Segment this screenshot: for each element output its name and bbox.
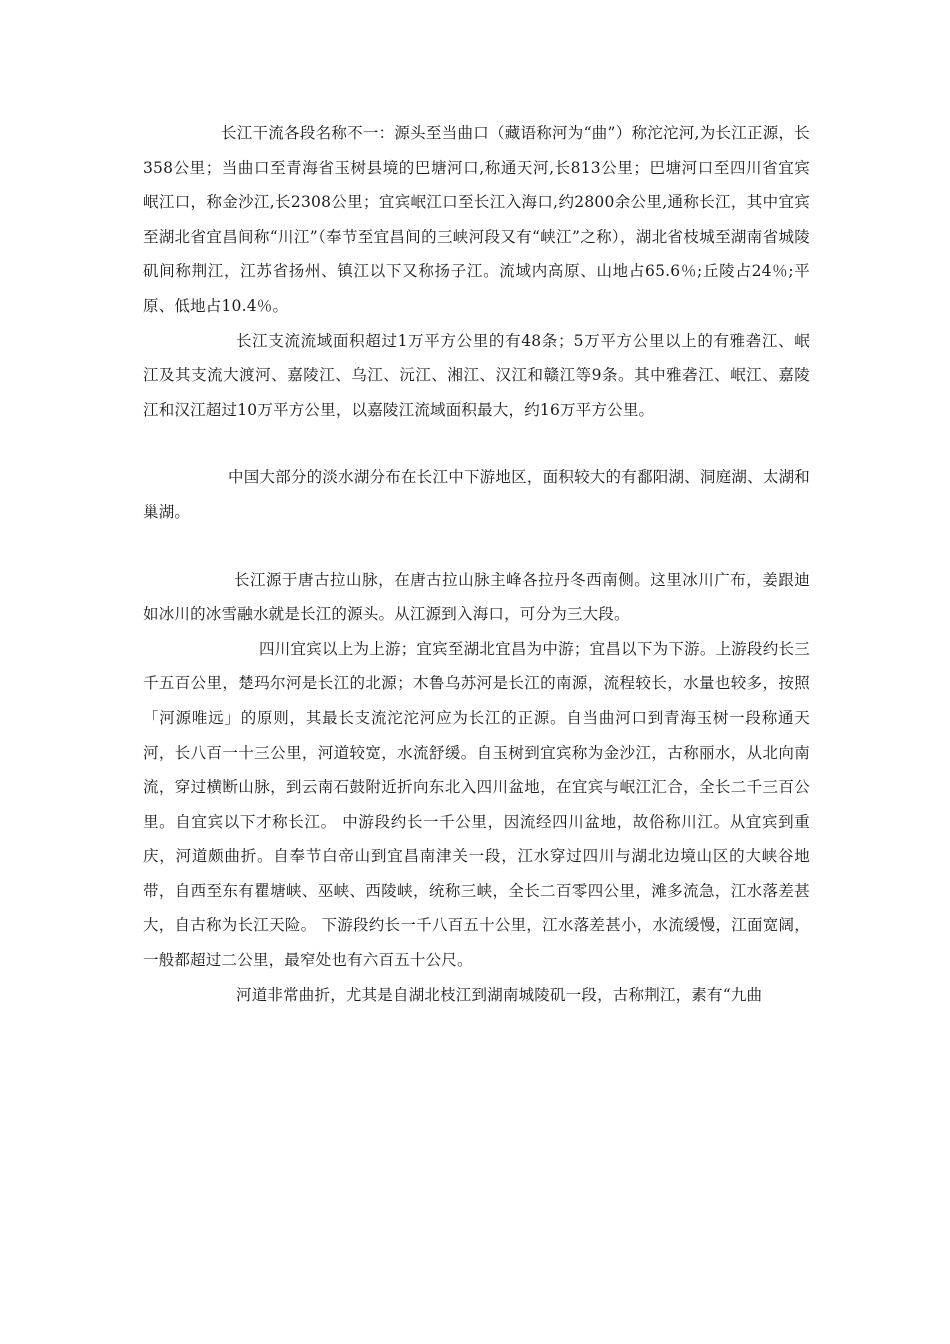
paragraph-main-stream-names: 长江干流各段名称不一：源头至当曲口（藏语称河为“曲”）称沱沱河,为长江正源，长358公里；当曲口至青海省玉树县境的巴塘河口,称通天河,长813公里；巴塘河口至四川省宜宾岷江口，称金沙江,长2308公里；宜宾岷江口至长江入海口,约2800余公里,通称长江，其中宜宾至湖北省宜昌间称“川江”（奉节至宜昌间的三峡河段又有“峡江”之称），湖北省枝城至湖南省城陵矶间称荆江，江苏省扬州、镇江以下又称扬子江。流域内高原、山地占65.6％;丘陵占24％;平原、低地占10.4％。 <box>143 124 810 315</box>
paragraph-tributaries: 长江支流流域面积超过1万平方公里的有48条；5万平方公里以上的有雅砻江、岷江及其支流大渡河、嘉陵江、乌江、沅江、湘江、汉江和赣江等9条。其中雅砻江、岷江、嘉陵江和汉江超过10万平方公里，以嘉陵江流域面积最大，约16万平方公里。 <box>143 331 810 419</box>
paragraph-river-course: 河道非常曲折，尤其是自湖北枝江到湖南城陵矶一段，古称荆江，素有“九曲 <box>236 985 763 1004</box>
paragraph-lakes: 中国大部分的淡水湖分布在长江中下游地区，面积较大的有鄱阳湖、洞庭湖、太湖和巢湖。 <box>143 468 810 521</box>
paragraph-source: 长江源于唐古拉山脉，在唐古拉山脉主峰各拉丹冬西南侧。这里冰川广布，姜跟迪如冰川的冰雪融水就是长江的源头。从江源到入海口，可分为三大段。 <box>143 570 810 624</box>
paragraph-three-sections: 四川宜宾以上为上游；宜宾至湖北宜昌为中游；宜昌以下为下游。上游段约长三千五百公里，楚玛尔河是长江的北源；木鲁乌苏河是长江的南源，流程较长，水量也较多，按照「河源唯远」的原则，其最长支流沱沱河应为长江的正源。自当曲河口到青海玉树一段称通天河，长八百一十三公里，河道较宽，水流舒缓。自玉树到宜宾称为金沙江，古称丽水，从北向南流，穿过横断山脉，到云南石鼓附近折向东北入四川盆地，在宜宾与岷江汇合，全长二千三百公里。自宜宾以下才称长江。 中游段约长一千公里，因流经四川盆地，故俗称川江。从宜宾到重庆，河道颇曲折。自奉节白帝山到宜昌南津关一段，江水穿过四川与湖北边境山区的大峡谷地带，自西至东有瞿塘峡、巫峡、西陵峡，统称三峡，全长二百零四公里，滩多流急，江水落差甚大，自古称为长江天险。 下游段约长一千八百五十公里，江水落差甚小，水流缓慢，江面宽阔，一般都超过二公里，最窄处也有六百五十公尺。 <box>143 639 810 970</box>
